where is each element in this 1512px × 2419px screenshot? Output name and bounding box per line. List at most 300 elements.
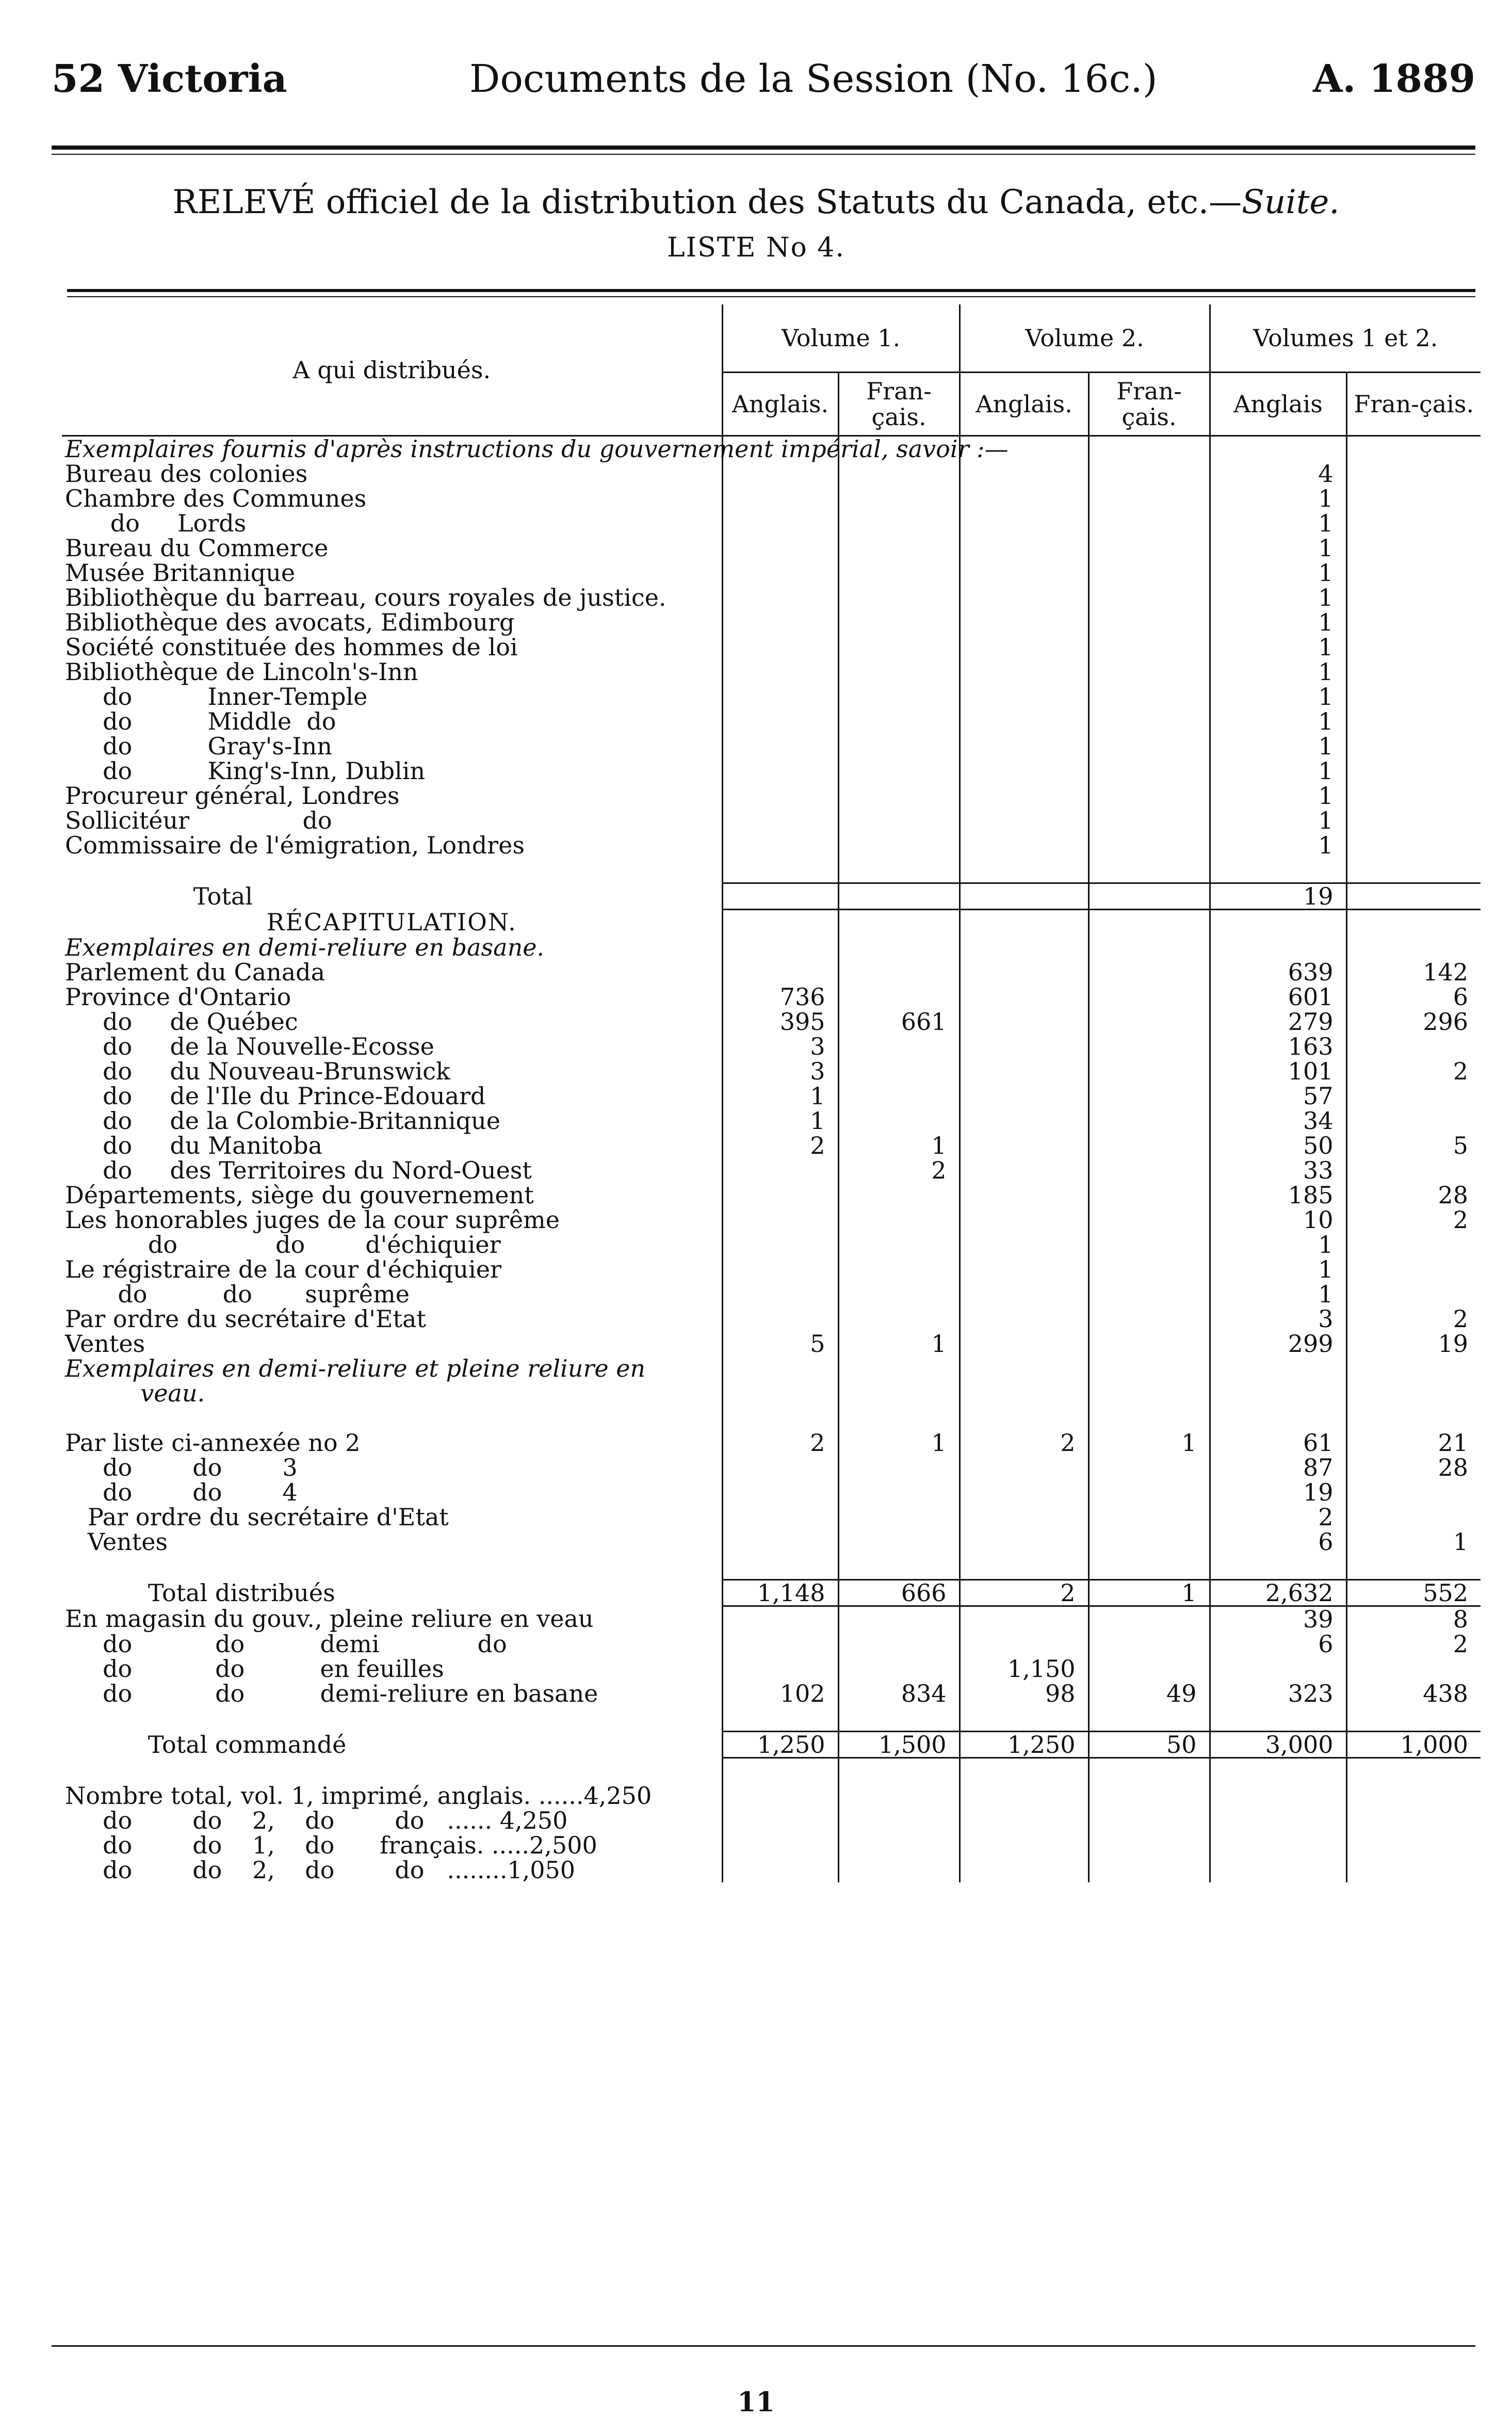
value-cell xyxy=(1088,1108,1210,1133)
value-cell xyxy=(838,1034,960,1059)
value-cell xyxy=(1088,1858,1210,1882)
table-row xyxy=(62,659,1481,684)
value-cell xyxy=(1088,1034,1210,1059)
col-sub-header: Fran-çais. xyxy=(1346,373,1481,436)
value-cell xyxy=(838,783,960,808)
value-cell xyxy=(1346,709,1481,734)
value-cell xyxy=(1346,461,1481,486)
value-cell xyxy=(960,1808,1088,1833)
value-cell: 33 xyxy=(1210,1158,1346,1183)
value-cell: 19 xyxy=(1210,1480,1346,1505)
value-cell xyxy=(1346,808,1481,833)
value-cell xyxy=(1088,1480,1210,1505)
col-sub-header: Fran-çais. xyxy=(1088,373,1210,436)
value-cell: 185 xyxy=(1210,1183,1346,1207)
value-cell: 1 xyxy=(838,1430,960,1455)
value-cell: 1 xyxy=(1210,684,1346,709)
value-cell xyxy=(838,1632,960,1656)
row-label: Total xyxy=(65,882,253,910)
value-cell xyxy=(960,1833,1088,1858)
table-row xyxy=(62,560,1481,585)
value-cell xyxy=(1088,560,1210,585)
value-cell xyxy=(1210,1758,1346,1784)
table-row xyxy=(62,1808,1481,1833)
value-cell xyxy=(722,610,838,635)
value-cell xyxy=(1210,858,1346,883)
section-heading: Exemplaires en demi-reliure et pleine reliure en xyxy=(65,1354,646,1382)
value-cell: 1 xyxy=(838,1133,960,1158)
value-cell xyxy=(960,1858,1088,1882)
value-cell: 1 xyxy=(1210,709,1346,734)
value-cell xyxy=(722,1381,838,1406)
row-label: Par ordre du secrétaire d'Etat xyxy=(65,1503,449,1531)
table-row xyxy=(62,1331,1481,1356)
value-cell: 3,000 xyxy=(1210,1732,1346,1758)
value-cell xyxy=(838,910,960,936)
table-row xyxy=(62,1307,1481,1331)
table-row xyxy=(62,511,1481,536)
row-label: do do en feuilles xyxy=(65,1655,444,1683)
value-cell xyxy=(722,883,838,910)
table-row xyxy=(62,1606,1481,1632)
value-cell xyxy=(722,1480,838,1505)
value-cell xyxy=(838,610,960,635)
row-label: Commissaire de l'émigration, Londres xyxy=(65,831,525,859)
table-row xyxy=(62,1858,1481,1882)
value-cell xyxy=(722,808,838,833)
value-cell xyxy=(838,1554,960,1580)
table-row xyxy=(62,734,1481,759)
value-cell xyxy=(1346,1158,1481,1183)
value-cell: 1 xyxy=(1210,759,1346,783)
value-cell: 1,148 xyxy=(722,1580,838,1606)
table-row xyxy=(62,436,1481,462)
value-cell xyxy=(838,734,960,759)
value-cell xyxy=(1088,1232,1210,1257)
value-cell: 1 xyxy=(1210,536,1346,560)
value-cell xyxy=(1346,1808,1481,1833)
value-cell xyxy=(1088,1133,1210,1158)
value-cell xyxy=(1346,1406,1481,1430)
value-cell xyxy=(838,935,960,960)
row-label: do de la Colombie-Britannique xyxy=(65,1107,500,1135)
value-cell xyxy=(838,1833,960,1858)
value-cell xyxy=(1210,1783,1346,1808)
value-cell xyxy=(838,486,960,511)
value-cell xyxy=(1346,436,1481,462)
value-cell xyxy=(838,659,960,684)
value-cell xyxy=(722,585,838,610)
value-cell: 1,150 xyxy=(960,1656,1088,1681)
value-cell: 2 xyxy=(1346,1207,1481,1232)
row-label: do do 1, do français. .....2,500 xyxy=(65,1831,597,1859)
value-cell xyxy=(1346,1257,1481,1282)
value-cell xyxy=(960,1505,1088,1529)
value-cell: 1 xyxy=(1210,560,1346,585)
header-right: A. 1889 xyxy=(1313,57,1475,101)
table-row xyxy=(62,684,1481,709)
value-cell xyxy=(838,883,960,910)
bottom-rule xyxy=(52,2345,1475,2347)
value-cell xyxy=(960,659,1088,684)
value-cell xyxy=(1088,910,1210,936)
row-label: do do 4 xyxy=(65,1478,298,1506)
value-cell xyxy=(1088,436,1210,462)
value-cell xyxy=(722,1406,838,1430)
value-cell xyxy=(722,1282,838,1307)
value-cell xyxy=(1210,1833,1346,1858)
value-cell xyxy=(838,1529,960,1554)
header-center: Documents de la Session (No. 16c.) xyxy=(469,57,1158,101)
value-cell xyxy=(722,1706,838,1732)
value-cell: 19 xyxy=(1210,883,1346,910)
value-cell xyxy=(960,808,1088,833)
table-row xyxy=(62,1158,1481,1183)
value-cell xyxy=(960,560,1088,585)
value-cell xyxy=(838,1084,960,1108)
value-cell: 142 xyxy=(1346,960,1481,985)
value-cell xyxy=(1088,1783,1210,1808)
value-cell: 6 xyxy=(1346,985,1481,1009)
value-cell xyxy=(1088,684,1210,709)
value-cell xyxy=(1346,1833,1481,1858)
value-cell xyxy=(838,1783,960,1808)
value-cell xyxy=(1088,1282,1210,1307)
value-cell xyxy=(960,684,1088,709)
value-cell: 1,250 xyxy=(960,1732,1088,1758)
value-cell xyxy=(960,1381,1088,1406)
row-label: Bibliothèque de Lincoln's-Inn xyxy=(65,658,418,686)
value-cell: 6 xyxy=(1210,1529,1346,1554)
value-cell xyxy=(1346,858,1481,883)
table-row xyxy=(62,1505,1481,1529)
value-cell xyxy=(1088,1632,1210,1656)
row-label: Chambre des Communes xyxy=(65,485,367,512)
running-header xyxy=(52,57,1475,103)
value-cell xyxy=(960,985,1088,1009)
value-cell xyxy=(960,1554,1088,1580)
value-cell xyxy=(1088,461,1210,486)
row-label: Nombre total, vol. 1, imprimé, anglais. ......4,250 xyxy=(65,1782,652,1810)
value-cell xyxy=(722,1183,838,1207)
value-cell: 2,632 xyxy=(1210,1580,1346,1606)
value-cell xyxy=(838,1207,960,1232)
value-cell: 28 xyxy=(1346,1183,1481,1207)
value-cell xyxy=(960,1632,1088,1656)
table-row xyxy=(62,1009,1481,1034)
col-sub-header: Fran-çais. xyxy=(838,373,960,436)
value-cell xyxy=(1346,1858,1481,1882)
value-cell xyxy=(1088,585,1210,610)
value-cell xyxy=(838,759,960,783)
value-cell xyxy=(722,1307,838,1331)
value-cell xyxy=(838,684,960,709)
value-cell xyxy=(960,1331,1088,1356)
value-cell xyxy=(1210,1858,1346,1882)
value-cell: 2 xyxy=(838,1158,960,1183)
row-label: do do d'échiquier xyxy=(65,1231,501,1259)
value-cell: 1,250 xyxy=(722,1732,838,1758)
value-cell xyxy=(838,1232,960,1257)
table-row xyxy=(62,1554,1481,1580)
row-label: Départements, siège du gouvernement xyxy=(65,1181,534,1209)
value-cell xyxy=(1088,1505,1210,1529)
value-cell xyxy=(1210,436,1346,462)
table-row xyxy=(62,1356,1481,1381)
value-cell xyxy=(722,1232,838,1257)
value-cell xyxy=(838,461,960,486)
value-cell xyxy=(1088,1158,1210,1183)
value-cell xyxy=(722,1207,838,1232)
value-cell xyxy=(1210,1381,1346,1406)
value-cell xyxy=(722,1833,838,1858)
value-cell xyxy=(960,734,1088,759)
value-cell xyxy=(1088,783,1210,808)
value-cell xyxy=(1346,1282,1481,1307)
distribution-table xyxy=(62,304,1481,1882)
value-cell xyxy=(960,1455,1088,1480)
value-cell: 2 xyxy=(960,1430,1088,1455)
value-cell xyxy=(1346,1706,1481,1732)
value-cell: 3 xyxy=(722,1059,838,1084)
value-cell: 1 xyxy=(722,1084,838,1108)
value-cell xyxy=(1346,1108,1481,1133)
table-row xyxy=(62,783,1481,808)
col-group-volume-2: Volume 2. xyxy=(960,304,1210,373)
value-cell: 1 xyxy=(1088,1430,1210,1455)
value-cell xyxy=(722,935,838,960)
value-cell xyxy=(1088,1656,1210,1681)
row-label: do Inner-Temple xyxy=(65,683,368,711)
value-cell: 21 xyxy=(1346,1430,1481,1455)
value-cell xyxy=(960,1606,1088,1632)
table-row xyxy=(62,1108,1481,1133)
value-cell: 4 xyxy=(1210,461,1346,486)
value-cell xyxy=(960,1406,1088,1430)
value-cell: 1 xyxy=(1210,1232,1346,1257)
row-label: Ventes xyxy=(65,1528,168,1556)
value-cell: 1 xyxy=(1088,1580,1210,1606)
value-cell xyxy=(1346,1356,1481,1381)
value-cell xyxy=(1088,808,1210,833)
value-cell xyxy=(722,1632,838,1656)
value-cell xyxy=(1346,585,1481,610)
table-row xyxy=(62,1430,1481,1455)
row-label: Total commandé xyxy=(65,1731,347,1759)
value-cell xyxy=(1346,1554,1481,1580)
value-cell: 1 xyxy=(1210,833,1346,858)
value-cell xyxy=(838,1059,960,1084)
title-suite: Suite. xyxy=(1242,183,1340,221)
value-cell xyxy=(1210,910,1346,936)
value-cell xyxy=(722,858,838,883)
value-cell xyxy=(960,883,1088,910)
value-cell xyxy=(1088,1084,1210,1108)
table-row xyxy=(62,536,1481,560)
value-cell xyxy=(838,1606,960,1632)
spacer-cell xyxy=(62,1406,722,1430)
row-label: do de Québec xyxy=(65,1008,298,1036)
value-cell xyxy=(1088,883,1210,910)
value-cell xyxy=(838,833,960,858)
row-label: Les honorables juges de la cour suprême xyxy=(65,1206,560,1234)
value-cell xyxy=(1088,536,1210,560)
table-row xyxy=(62,486,1481,511)
table-row xyxy=(62,461,1481,486)
value-cell xyxy=(960,1257,1088,1282)
value-cell: 1,000 xyxy=(1346,1732,1481,1758)
value-cell: 39 xyxy=(1210,1606,1346,1632)
value-cell: 5 xyxy=(722,1331,838,1356)
value-cell xyxy=(960,935,1088,960)
row-label: Ventes xyxy=(65,1330,145,1358)
value-cell xyxy=(960,833,1088,858)
value-cell: 3 xyxy=(722,1034,838,1059)
row-label: Le régistraire de la cour d'échiquier xyxy=(65,1255,501,1283)
value-cell xyxy=(960,783,1088,808)
row-label: Sollicitéur do xyxy=(65,807,332,834)
value-cell xyxy=(722,1858,838,1882)
value-cell: 19 xyxy=(1346,1331,1481,1356)
row-label: do do 3 xyxy=(65,1454,298,1481)
table-row xyxy=(62,1529,1481,1554)
table-row xyxy=(62,910,1481,936)
value-cell xyxy=(838,858,960,883)
row-label: do King's-Inn, Dublin xyxy=(65,757,426,785)
value-cell xyxy=(838,1282,960,1307)
value-cell xyxy=(960,1356,1088,1381)
value-cell xyxy=(838,1758,960,1784)
value-cell xyxy=(960,1034,1088,1059)
table-row xyxy=(62,759,1481,783)
value-cell xyxy=(1088,1529,1210,1554)
value-cell xyxy=(1088,1207,1210,1232)
document-title xyxy=(0,183,1512,221)
value-cell xyxy=(1346,1232,1481,1257)
table-row xyxy=(62,1758,1481,1784)
value-cell xyxy=(960,1529,1088,1554)
value-cell: 1 xyxy=(1210,635,1346,659)
value-cell: 50 xyxy=(1210,1133,1346,1158)
value-cell: 661 xyxy=(838,1009,960,1034)
value-cell: 1 xyxy=(838,1331,960,1356)
value-cell xyxy=(1346,783,1481,808)
value-cell xyxy=(1088,960,1210,985)
value-cell xyxy=(960,1706,1088,1732)
value-cell: 601 xyxy=(1210,985,1346,1009)
value-cell xyxy=(1088,1307,1210,1331)
spacer-cell xyxy=(62,858,722,883)
value-cell xyxy=(1088,486,1210,511)
value-cell xyxy=(722,734,838,759)
value-cell xyxy=(1210,1356,1346,1381)
value-cell xyxy=(1088,1758,1210,1784)
table-row xyxy=(62,1732,1481,1758)
table-row xyxy=(62,1034,1481,1059)
value-cell: 438 xyxy=(1346,1681,1481,1706)
value-cell xyxy=(1346,833,1481,858)
value-cell xyxy=(722,833,838,858)
header-rule xyxy=(52,146,1475,150)
value-cell xyxy=(1088,1606,1210,1632)
value-cell xyxy=(960,709,1088,734)
value-cell xyxy=(722,1783,838,1808)
row-label: Procureur général, Londres xyxy=(65,782,400,810)
value-cell xyxy=(722,1257,838,1282)
header-left: 52 Victoria xyxy=(52,57,287,101)
value-cell: 552 xyxy=(1346,1580,1481,1606)
col-sub-header: Anglais. xyxy=(722,373,838,436)
value-cell xyxy=(838,985,960,1009)
value-cell: 50 xyxy=(1088,1732,1210,1758)
value-cell xyxy=(1346,1084,1481,1108)
table-row xyxy=(62,709,1481,734)
row-label: do do suprême xyxy=(65,1280,410,1308)
value-cell xyxy=(1088,1059,1210,1084)
value-cell xyxy=(838,1307,960,1331)
value-cell xyxy=(1346,1758,1481,1784)
value-cell xyxy=(1346,659,1481,684)
value-cell xyxy=(838,560,960,585)
value-cell xyxy=(1346,536,1481,560)
value-cell xyxy=(960,1207,1088,1232)
row-label: Bibliothèque des avocats, Edimbourg xyxy=(65,608,515,636)
value-cell: 2 xyxy=(960,1580,1088,1606)
value-cell xyxy=(960,1158,1088,1183)
value-cell xyxy=(838,1858,960,1882)
value-cell xyxy=(960,1009,1088,1034)
value-cell: 1 xyxy=(1210,486,1346,511)
value-cell: 28 xyxy=(1346,1455,1481,1480)
value-cell: 1,500 xyxy=(838,1732,960,1758)
value-cell xyxy=(1088,1554,1210,1580)
value-cell xyxy=(1346,759,1481,783)
value-cell xyxy=(1210,1656,1346,1681)
value-cell xyxy=(1346,734,1481,759)
value-cell xyxy=(1088,709,1210,734)
value-cell xyxy=(960,1783,1088,1808)
table-row xyxy=(62,610,1481,635)
spacer-cell xyxy=(62,1706,722,1732)
value-cell xyxy=(838,1406,960,1430)
row-label: Société constituée des hommes de loi xyxy=(65,633,518,661)
value-cell xyxy=(838,1706,960,1732)
value-cell xyxy=(1088,1356,1210,1381)
table-row xyxy=(62,1133,1481,1158)
value-cell xyxy=(960,1307,1088,1331)
section-heading: veau. xyxy=(65,1379,205,1407)
row-label: Bibliothèque du barreau, cours royales de justice. xyxy=(65,584,666,611)
value-cell xyxy=(1088,833,1210,858)
value-cell xyxy=(960,461,1088,486)
value-cell xyxy=(838,1257,960,1282)
table-row xyxy=(62,1480,1481,1505)
title-rule-thin xyxy=(67,296,1475,297)
row-label: Total distribués xyxy=(65,1579,335,1607)
table-row xyxy=(62,1207,1481,1232)
value-cell xyxy=(722,910,838,936)
row-label: Par liste ci-annexée no 2 xyxy=(65,1429,361,1457)
value-cell xyxy=(960,585,1088,610)
value-cell xyxy=(960,1059,1088,1084)
value-cell: 6 xyxy=(1210,1632,1346,1656)
section-heading: Exemplaires fournis d'après instructions du gouvernement impérial, savoir :— xyxy=(65,435,1009,463)
value-cell xyxy=(1088,659,1210,684)
table-row xyxy=(62,1406,1481,1430)
value-cell: 2 xyxy=(1210,1505,1346,1529)
table-row xyxy=(62,960,1481,985)
value-cell: 2 xyxy=(722,1430,838,1455)
